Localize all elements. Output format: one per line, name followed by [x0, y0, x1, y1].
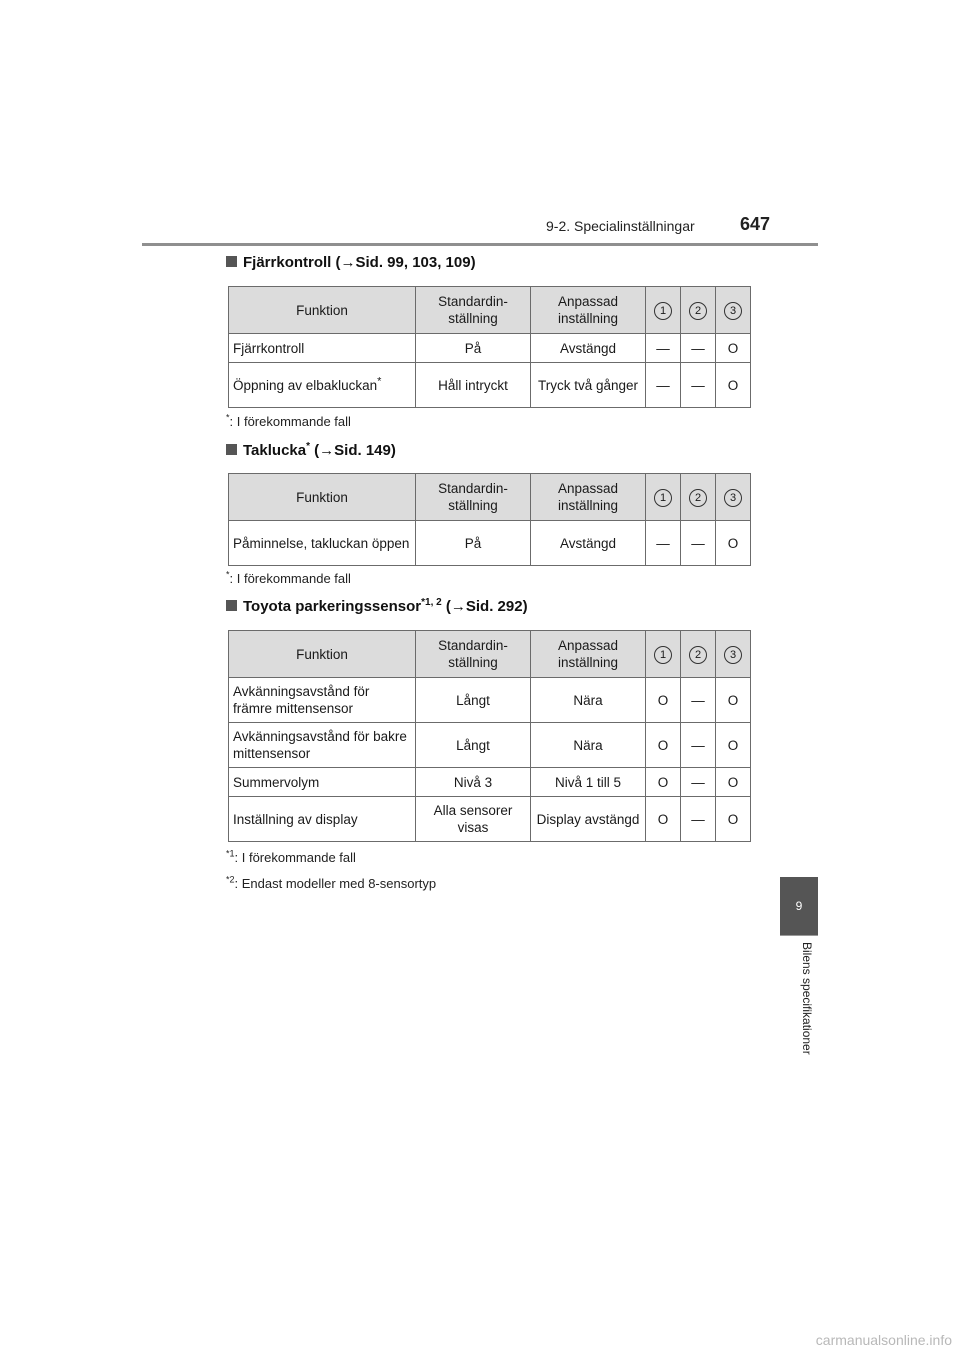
header-col2 [681, 287, 716, 334]
cell-funktion: Påminnelse, takluckan öppen [229, 521, 416, 566]
cell-c3: O [716, 363, 751, 408]
table-row [229, 768, 751, 797]
table-row [229, 678, 751, 723]
footnote-parking-1 [226, 850, 356, 865]
cell-funktion-text: Öppning av elbakluckan [233, 377, 378, 393]
footnote-mark: * [226, 412, 230, 423]
cell-c2: — [681, 334, 716, 363]
table-row [229, 797, 751, 842]
cell-anpassad: Tryck två gånger [531, 363, 646, 408]
square-bullet-icon [226, 444, 237, 455]
cell-anpassad: Nära [531, 678, 646, 723]
table-row [229, 334, 751, 363]
asterisk-mark: * [377, 375, 382, 387]
cell-c2: — [681, 363, 716, 408]
section-heading-text: Taklucka [243, 442, 307, 459]
header-divider [142, 243, 818, 246]
footnote-remote [226, 414, 351, 429]
section-heading-sunroof [226, 442, 396, 459]
page-reference: (→Sid. 149) [310, 442, 396, 459]
cell-c3: O [716, 797, 751, 842]
section-heading-remote [226, 254, 476, 271]
chapter-tab-divider [780, 935, 818, 936]
header-funktion: Funktion [229, 631, 416, 678]
header-col1 [646, 631, 681, 678]
cell-anpassad: Avstängd [531, 521, 646, 566]
footnote-parking-2 [226, 876, 436, 891]
cell-c1: — [646, 521, 681, 566]
cell-c2: — [681, 723, 716, 768]
watermark: carmanualsonline.info [815, 1332, 952, 1348]
circled-3-icon: 3 [724, 302, 742, 320]
circled-1-icon: 1 [654, 302, 672, 320]
table-row [229, 521, 751, 566]
cell-standard: På [416, 521, 531, 566]
cell-c1: — [646, 363, 681, 408]
cell-anpassad: Avstängd [531, 334, 646, 363]
table-row [229, 363, 751, 408]
header-anpassad: Anpassad inställning [531, 631, 646, 678]
cell-funktion: Fjärrkontroll [229, 334, 416, 363]
asterisk-mark: *1, 2 [421, 597, 442, 608]
header-standard: Standardin-ställning [416, 631, 531, 678]
cell-funktion [229, 363, 416, 408]
cell-c3: O [716, 768, 751, 797]
footnote-text: : Endast modeller med 8-sensortyp [234, 876, 437, 891]
cell-standard: Långt [416, 723, 531, 768]
cell-c3: O [716, 723, 751, 768]
running-header: 9-2. Specialinställningar [546, 218, 695, 234]
footnote-text: : I förekommande fall [229, 414, 351, 429]
cell-funktion: Summervolym [229, 768, 416, 797]
header-col3 [716, 631, 751, 678]
footnote-text: : I förekommande fall [229, 571, 351, 586]
cell-standard: På [416, 334, 531, 363]
cell-c2: — [681, 678, 716, 723]
cell-c2: — [681, 768, 716, 797]
footnote-mark: *2 [226, 874, 235, 885]
cell-standard: Nivå 3 [416, 768, 531, 797]
cell-funktion: Inställning av display [229, 797, 416, 842]
header-funktion: Funktion [229, 287, 416, 334]
chapter-number: 9 [795, 899, 803, 913]
asterisk-mark: * [306, 441, 310, 452]
header-col3 [716, 474, 751, 521]
cell-standard: Håll intryckt [416, 363, 531, 408]
cell-c2: — [681, 521, 716, 566]
cell-c1: O [646, 723, 681, 768]
footnote-sunroof [226, 571, 351, 586]
cell-c3: O [716, 334, 751, 363]
table-header-row [229, 287, 751, 334]
header-anpassad: Anpassad inställning [531, 474, 646, 521]
remote-settings-table [228, 286, 751, 408]
header-col3 [716, 287, 751, 334]
header-col1 [646, 474, 681, 521]
cell-funktion: Avkänningsavstånd för främre mittensensor [229, 678, 416, 723]
table-row [229, 723, 751, 768]
cell-c2: — [681, 797, 716, 842]
circled-2-icon: 2 [689, 646, 707, 664]
cell-standard: Långt [416, 678, 531, 723]
cell-standard: Alla sensorer visas [416, 797, 531, 842]
square-bullet-icon [226, 256, 237, 267]
page-reference: (→Sid. 292) [441, 598, 528, 615]
section-heading-text: Toyota parkeringssensor [243, 598, 422, 615]
table-header-row [229, 474, 751, 521]
page-number: 647 [740, 214, 771, 234]
header-standard: Standardin-ställning [416, 287, 531, 334]
header-funktion: Funktion [229, 474, 416, 521]
header-col1 [646, 287, 681, 334]
circled-1-icon: 1 [654, 646, 672, 664]
footnote-mark: * [226, 569, 230, 580]
circled-3-icon: 3 [724, 489, 742, 507]
chapter-title: Bilens specifikationer [800, 942, 814, 1055]
footnote-mark: *1 [226, 848, 235, 859]
cell-anpassad: Nivå 1 till 5 [531, 768, 646, 797]
header-anpassad: Anpassad inställning [531, 287, 646, 334]
cell-c3: O [716, 678, 751, 723]
header-standard: Standardin-ställning [416, 474, 531, 521]
section-heading-parking [226, 598, 528, 615]
cell-anpassad: Nära [531, 723, 646, 768]
table-header-row [229, 631, 751, 678]
cell-c1: O [646, 797, 681, 842]
cell-c1: O [646, 768, 681, 797]
footnote-text: : I förekommande fall [234, 850, 356, 865]
circled-1-icon: 1 [654, 489, 672, 507]
header-col2 [681, 474, 716, 521]
cell-c1: O [646, 678, 681, 723]
cell-c1: — [646, 334, 681, 363]
sunroof-settings-table [228, 473, 751, 566]
circled-2-icon: 2 [689, 489, 707, 507]
cell-c3: O [716, 521, 751, 566]
circled-3-icon: 3 [724, 646, 742, 664]
square-bullet-icon [226, 600, 237, 611]
circled-2-icon: 2 [689, 302, 707, 320]
cell-funktion: Avkänningsavstånd för bakre mittensensor [229, 723, 416, 768]
chapter-tab [780, 877, 818, 935]
header-col2 [681, 631, 716, 678]
parking-sensor-settings-table [228, 630, 751, 842]
section-heading-text: Fjärrkontroll (→Sid. 99, 103, 109) [243, 254, 476, 271]
cell-anpassad: Display avstängd [531, 797, 646, 842]
